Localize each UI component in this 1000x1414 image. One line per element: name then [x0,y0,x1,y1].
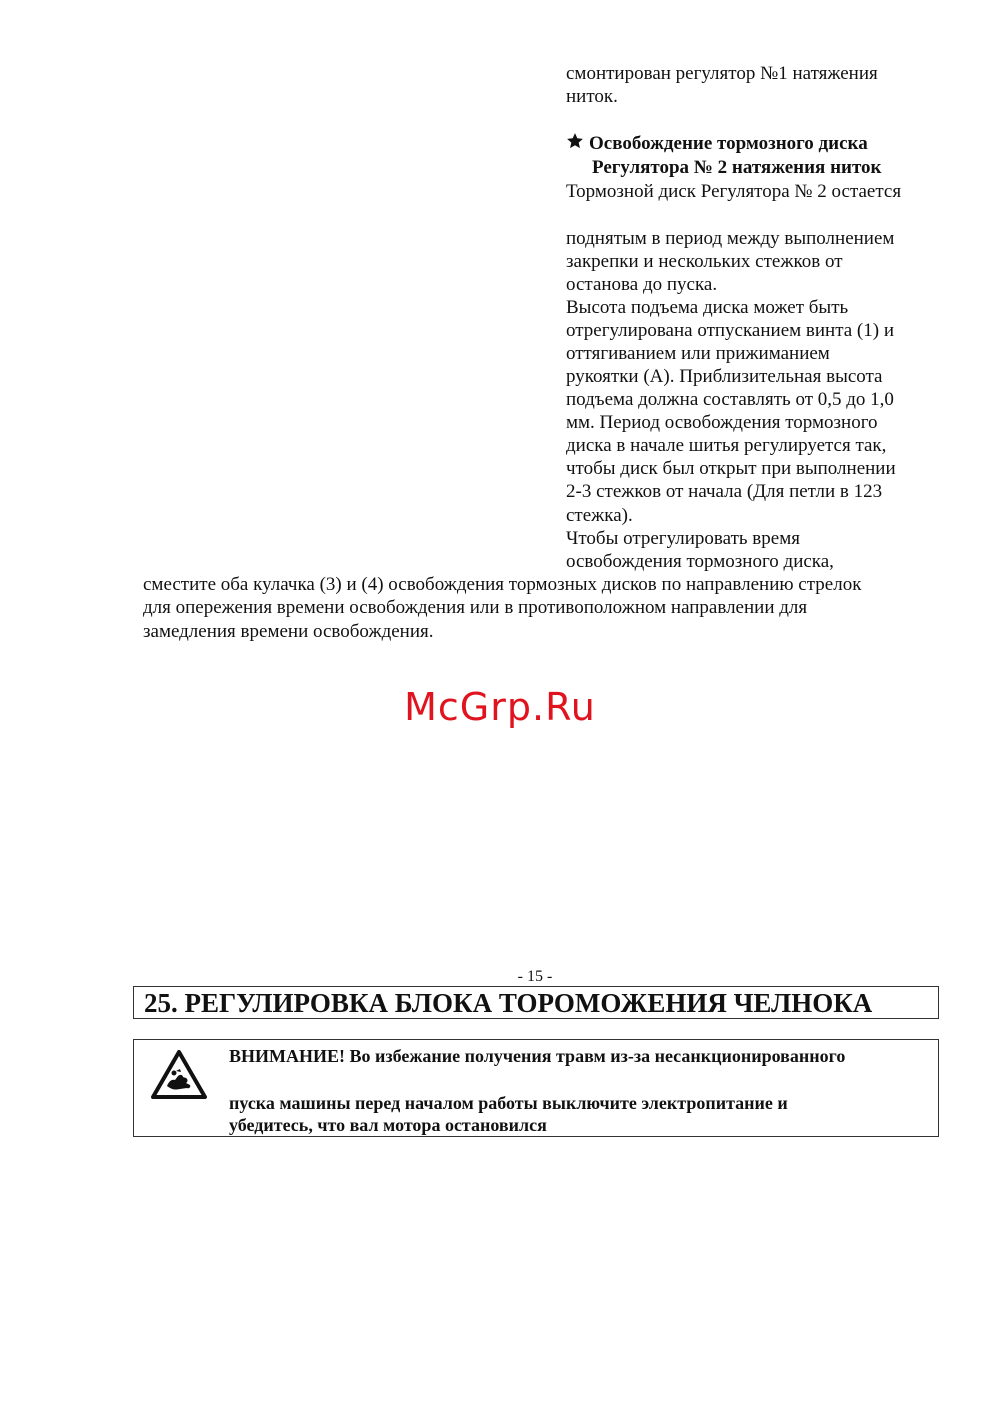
watermark: McGrp.Ru [404,685,596,729]
hand-hazard-warning-icon [150,1049,208,1101]
section-title: 25. РЕГУЛИРОВКА БЛОКА ТОРОМОЖЕНИЯ ЧЕЛНОКА [144,988,873,1018]
warning-line: пуска машины перед началом работы выключите электропитание и [229,1093,788,1113]
warning-line: убедитесь, что вал мотора остановился [229,1115,547,1135]
body-line: подъема должна составлять от 0,5 до 1,0 [566,389,894,410]
section-heading-box [133,986,939,1019]
full-width-line: для опережения времени освобождения или в противоположном направлении для [143,597,808,618]
body-line: Чтобы отрегулировать время [566,528,800,549]
warning-box [133,1039,939,1137]
section-subheading: Регулятора № 2 натяжения ниток [592,157,882,178]
full-width-line: замедления времени освобождения. [143,621,434,642]
body-line: мм. Период освобождения тормозного [566,412,878,433]
body-line: стежка). [566,505,633,526]
intro-line: смонтирован регулятор №1 натяжения [566,63,878,84]
section-subheading: Освобождение тормозного диска [589,133,868,154]
intro-line: ниток. [566,86,618,107]
warning-line: ВНИМАНИЕ! Во избежание получения травм из-за несанкционированного [229,1046,846,1066]
body-line: оттягиванием или прижиманием [566,343,830,364]
body-line: рукоятки (А). Приблизительная высота [566,366,883,387]
body-line: закрепки и нескольких стежков от [566,251,843,272]
body-line: 2-3 стежков от начала (Для петли в 123 [566,481,883,502]
page-number: - 15 - [517,968,553,985]
body-line: отрегулирована отпусканием винта (1) и [566,320,895,341]
body-line: останова до пуска. [566,274,718,295]
body-line: Высота подъема диска может быть [566,297,849,318]
paragraph-line: Тормозной диск Регулятора № 2 остается [566,181,902,202]
star-icon [566,132,586,152]
body-line: диска в начале шитья регулируется так, [566,435,887,456]
body-line: поднятым в период между выполнением [566,228,895,249]
body-line: освобождения тормозного диска, [566,551,834,572]
full-width-line: сместите оба кулачка (3) и (4) освобождения тормозных дисков по направлению стрелок [143,574,862,595]
body-line: чтобы диск был открыт при выполнении [566,458,896,479]
